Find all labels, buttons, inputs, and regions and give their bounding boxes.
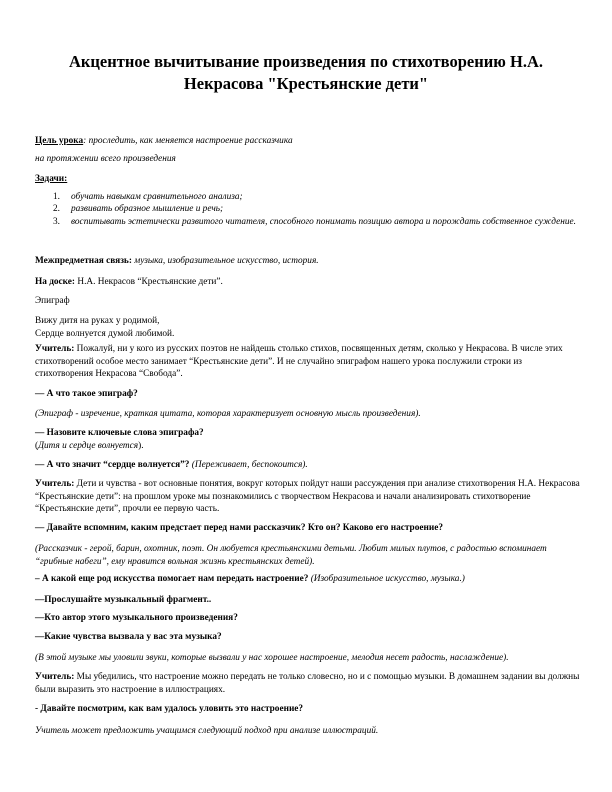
document-title <box>60 51 552 95</box>
task-number: 3. <box>53 216 60 227</box>
question-art <box>35 573 580 586</box>
answer-epigraph: (Эпиграф - изречение, краткая цитата, которая характеризует основную мысль произведения). <box>35 409 421 419</box>
epigraph-line-1: Вижу дитя на руках у родимой, <box>35 316 160 326</box>
goal-text-1: : проследить, как меняется настроение рассказчика <box>83 136 293 146</box>
epigraph-label: Эпиграф <box>35 296 70 306</box>
question-keywords: — Назовите ключевые слова эпиграфа? <box>35 428 204 438</box>
teacher-label: Учитель: <box>35 479 75 489</box>
teacher-remark-2 <box>35 478 580 516</box>
answer-heart: (Переживает, беспокоится). <box>189 460 308 470</box>
paren-close: ). <box>138 441 144 451</box>
answer-art: (Изобразительное искусство, музыка.) <box>308 574 465 584</box>
question-heart <box>35 459 580 472</box>
interdisciplinary-link <box>35 255 580 268</box>
goal-text-2: на протяжении всего произведения <box>35 153 176 164</box>
question-illustrations: - Давайте посмотрим, как вам удалось уловить это настроение? <box>35 704 304 714</box>
epigraph-line-2: Сердце волнуется думой любимой. <box>35 328 175 339</box>
question-art-text: – А какой еще род искусства помогает нам передать настроение? <box>35 574 309 584</box>
task-number: 2. <box>53 204 60 215</box>
question-composer: —Кто автор этого музыкального произведения? <box>35 613 238 623</box>
paren-open: ( <box>35 441 39 451</box>
board-text: Н.А. Некрасов “Крестьянские дети”. <box>75 277 223 287</box>
teacher-label: Учитель: <box>35 344 75 354</box>
task-item <box>53 216 578 228</box>
tasks-heading <box>35 173 580 186</box>
question-epigraph: — А что такое эпиграф? <box>35 389 138 399</box>
board-label: На доске: <box>35 277 76 287</box>
interdisciplinary-text: музыка, изобразительное искусство, история. <box>131 256 319 266</box>
instruction-listen: —Прослушайте музыкальный фрагмент.. <box>35 595 212 605</box>
title-line-2: Некрасова "Крестьянские дети" <box>183 74 429 93</box>
task-text: обучать навыкам сравнительного анализа; <box>71 192 243 202</box>
teacher-label: Учитель: <box>35 672 75 682</box>
teacher-remark-3 <box>35 671 580 696</box>
tasks-label: Задачи: <box>35 174 68 184</box>
answer-narrator: (Рассказчик - герой, барин, охотник, поэт. Он любуется крестьянскими детьми. Любит милых плутов, с радостью вспоминает “грибные набеги”, ему нравится вольная жизнь крестьянских детей). <box>35 544 547 567</box>
lesson-goal <box>35 135 580 165</box>
question-feelings: —Какие чувства вызвала у вас эта музыка? <box>35 632 222 642</box>
answer-feelings: (В этой музыке мы уловили звуки, которые вызвали у нас хорошее настроение, мелодия несет радость, наслаждение). <box>35 653 509 663</box>
answer-keywords-text: Дитя и сердце волнуется <box>38 441 139 451</box>
goal-label: Цель урока <box>35 136 84 146</box>
task-number: 1. <box>53 192 60 202</box>
interdisciplinary-label: Межпредметная связь: <box>35 256 132 266</box>
task-item <box>53 191 578 203</box>
teacher-note: Учитель может предложить учащимся следующий подход при анализе иллюстраций. <box>35 726 379 736</box>
teacher-text: Дети и чувства - вот основные понятия, вокруг которых пойдут наши рассуждения при анализе стихотворения Н.А. Некрасова “Крестьянские дети”: на прошлом уроке мы познакомились с творчеством Некрасова и начали анализировать стихотворение “Крестьянские дети”, прочли ее первую часть. <box>35 479 580 515</box>
question-narrator: — Давайте вспомним, каким предстает перед нами рассказчик? Кто он? Каково его настроение? <box>35 523 443 533</box>
on-board <box>35 276 580 289</box>
teacher-text: Мы убедились, что настроение можно передать не только словесно, но и с помощью музыки. В домашнем задании вы должны были выразить это настроение в иллюстрациях. <box>35 672 580 695</box>
tasks-list <box>53 191 578 228</box>
answer-keywords <box>35 440 580 453</box>
epigraph-verse <box>35 315 580 340</box>
task-item <box>53 203 578 215</box>
task-text: воспитывать эстетически развитого читателя, способного понимать позицию автора и порождать собственное суждение. <box>71 216 576 227</box>
task-text: развивать образное мышление и речь; <box>71 204 224 215</box>
teacher-text: Пожалуй, ни у кого из русских поэтов не найдешь столько стихов, посвященных детям, сколько у Некрасова. В числе этих стихотворений особое место занимает “Крестьянские дети”. И не случайно эпиграфом нашего урока послужили строки из стихотворения Некрасова “Свобода”. <box>35 344 563 380</box>
teacher-remark-1 <box>35 343 580 381</box>
question-heart-text: — А что значит “сердце волнуется”? <box>35 460 190 470</box>
title-line-1: Акцентное вычитывание произведения по стихотворению Н.А. <box>69 52 543 71</box>
